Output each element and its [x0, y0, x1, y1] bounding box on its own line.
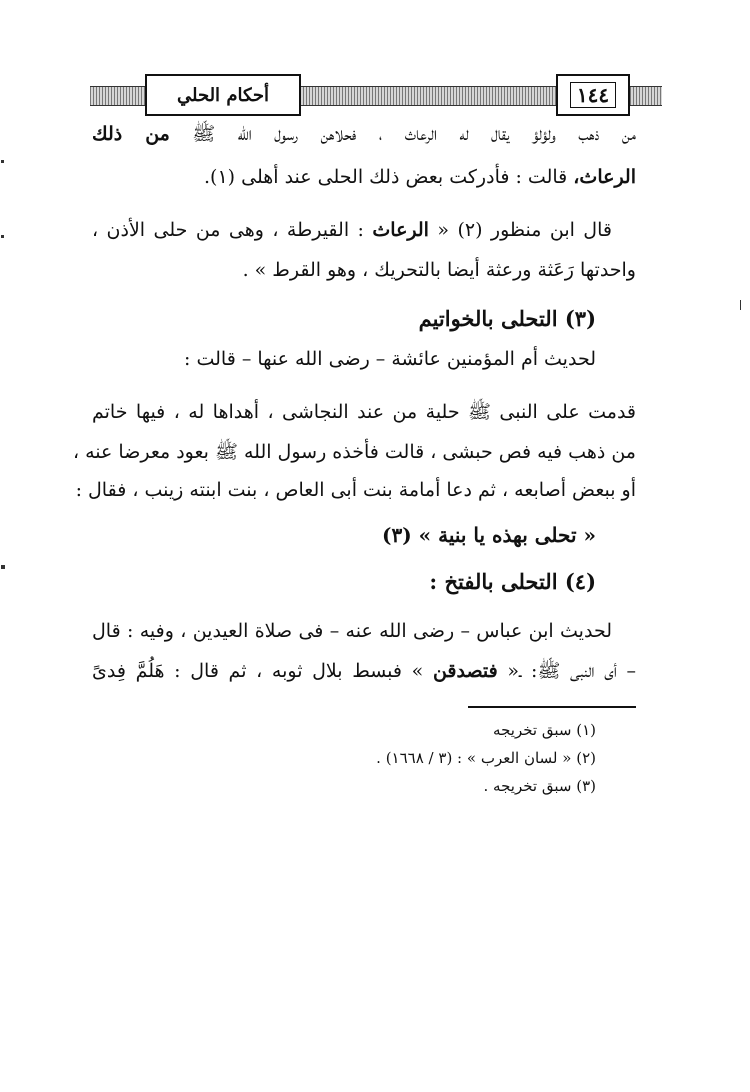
scan-speck	[740, 300, 741, 310]
text-run: » فبسط بلال ثوبه ، ثم قال : هَلُمَّ فِدىً	[92, 660, 424, 682]
paragraph-line	[92, 657, 636, 685]
bold-text-run: الرعاث،	[573, 166, 636, 188]
hadith-quote: « تحلى بهذه يا بنية » (٣)	[381, 523, 596, 547]
paragraph-line: قدمت على النبى ﷺ حلية من عند النجاشى ، أهداها له ، فيها خاتم	[92, 401, 636, 423]
scan-speck	[1, 160, 4, 163]
footnote: (٢) « لسان العرب » : (٣ / ١٦٦٨) .	[376, 749, 596, 767]
page-number-box	[556, 74, 630, 116]
text-run: : القيرطة ، وهى من حلى الأذن ،	[92, 219, 364, 241]
text-run: – أى النبى ﷺ: ـ«	[507, 660, 636, 682]
page-number: ١٤٤	[570, 82, 616, 108]
scan-speck	[1, 565, 5, 569]
paragraph-line: لحديث ابن عباس – رضى الله عنه – فى صلاة العيدين ، وفيه : قال	[92, 620, 612, 642]
section-heading: (٤) التحلى بالفتخ :	[429, 569, 596, 594]
paragraph-line	[92, 216, 612, 244]
paragraph-line: واحدتها رَعَثة ورعثة أيضا بالتحريك ، وهو القرط » .	[242, 259, 636, 281]
scan-speck	[1, 235, 4, 238]
bold-text-run: فتصدقن	[432, 660, 498, 682]
footnote: (٣) سبق تخريجه .	[483, 777, 596, 795]
paragraph-line	[200, 163, 636, 191]
footnote: (١) سبق تخريجه	[493, 721, 596, 739]
section-heading: (٣) التحلى بالخواتيم	[418, 306, 596, 331]
running-title	[145, 74, 301, 116]
text-run: من ذهب ولؤلؤ يقال له الرعاث ، فحلاهن رسول الله ﷺ	[192, 123, 636, 145]
paragraph-line: من ذهب فيه فص حبشى ، قالت فأخذه رسول الله ﷺ بعود معرضا عنه ،	[72, 441, 636, 463]
text-run: قالت : فأدركت بعض ذلك الحلى عند أهلى (١).	[203, 166, 568, 188]
running-title-text: أحكام الحلي	[176, 84, 270, 106]
text-run: قال ابن منظور (٢) «	[437, 219, 612, 241]
paragraph-line: لحديث أم المؤمنين عائشة – رضى الله عنها – قالت :	[184, 348, 596, 370]
paragraph-line	[92, 120, 636, 148]
footnote-separator	[468, 706, 636, 708]
paragraph-line: أو ببعض أصابعه ، ثم دعا أمامة بنت أبى العاص ، بنت ابنته زينب ، فقال :	[75, 479, 636, 501]
bold-text-run: من ذلك	[92, 123, 170, 145]
bold-text-run: الرعاث	[372, 219, 429, 241]
